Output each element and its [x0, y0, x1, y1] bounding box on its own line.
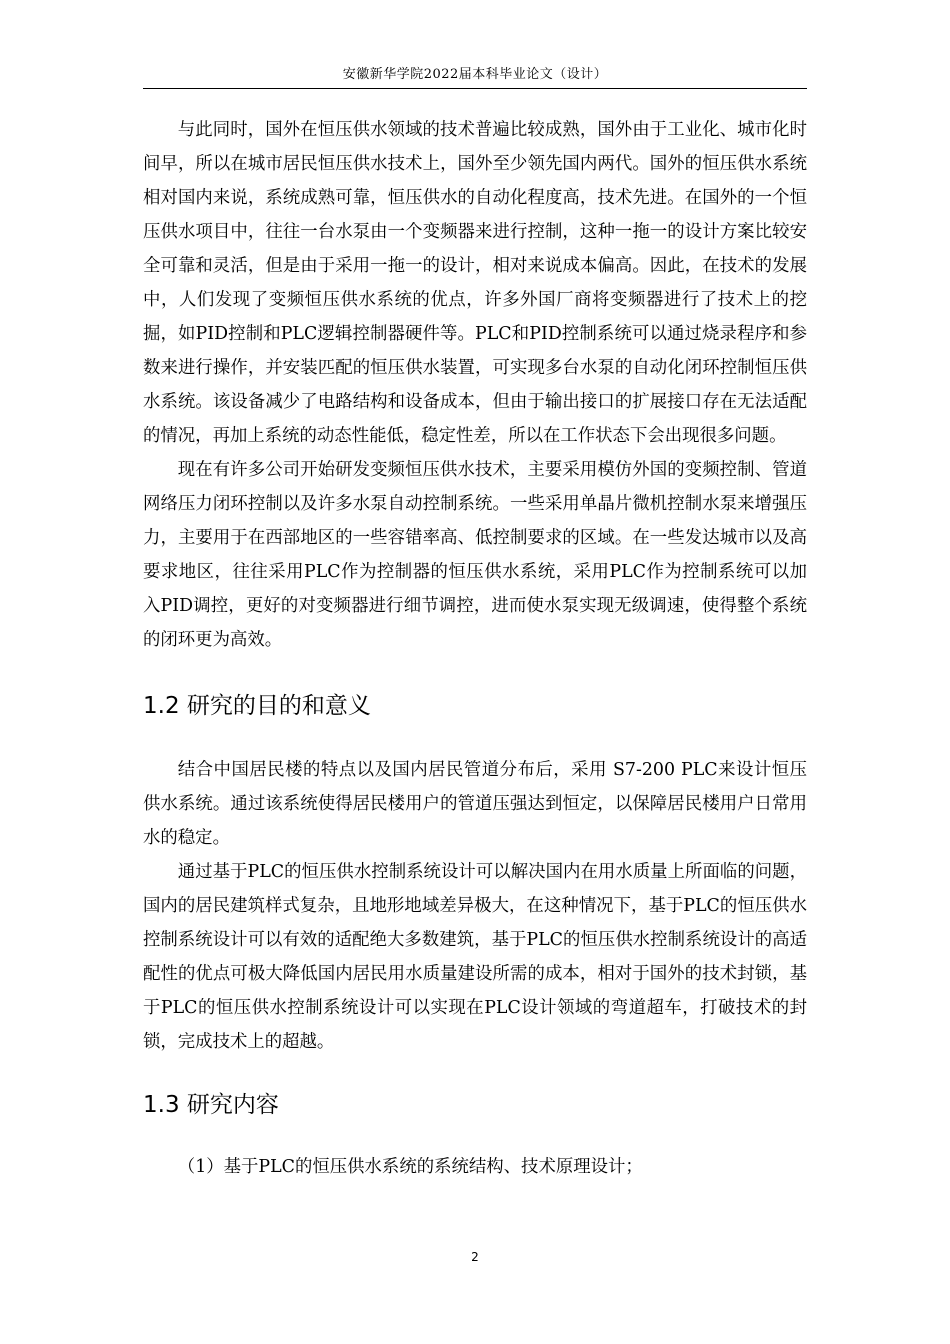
section-heading-1-3: 1.3 研究内容 [143, 1092, 279, 1118]
page-number: 2 [471, 1250, 479, 1264]
header-rule [143, 88, 807, 89]
list-item-research-content-1: （1）基于PLC的恒压供水系统的系统结构、技术原理设计； [177, 1157, 643, 1177]
document-body [143, 113, 807, 1184]
section-heading-1-2: 1.2 研究的目的和意义 [143, 693, 371, 719]
paragraph-significance: 通过基于PLC的恒压供水控制系统设计可以解决国内在用水质量上所面临的问题，国内的居民建筑样式复杂，且地形地域差异极大，在这种情况下，基于PLC的恒压供水控制系统设计可以有效的适配绝大多数建筑，基于PLC的恒压供水控制系统设计的高适配性的优点可极大降低国内居民用水质量建设所需的成本，相对于国外的技术封锁，基于PLC的恒压供水控制系统设计可以实现在PLC设计领域的弯道超车，打破技术的封锁，完成技术上的超越。 [143, 862, 807, 1052]
page-header-title: 安徽新华学院2022届本科毕业论文（设计） [342, 67, 608, 82]
paragraph-domestic-development: 现在有许多公司开始研发变频恒压供水技术，主要采用模仿外国的变频控制、管道网络压力闭环控制以及许多水泵自动控制系统。一些采用单晶片微机控制水泵来增强压力，主要用于在西部地区的一些容错率高、低控制要求的区域。在一些发达城市以及高要求地区，往往采用PLC作为控制器的恒压供水系统，采用PLC作为控制系统可以加入PID调控，更好的对变频器进行细节调控，进而使水泵实现无级调速，使得整个系统的闭环更为高效。 [143, 460, 807, 650]
paragraph-purpose: 结合中国居民楼的特点以及国内居民管道分布后，采用 S7-200 PLC来设计恒压供水系统。通过该系统使得居民楼用户的管道压强达到恒定，以保障居民楼用户日常用水的稳定。 [143, 760, 807, 848]
paragraph-foreign-development: 与此同时，国外在恒压供水领域的技术普遍比较成熟，国外由于工业化、城市化时间早，所以在城市居民恒压供水技术上，国外至少领先国内两代。国外的恒压供水系统相对国内来说，系统成熟可靠，恒压供水的自动化程度高，技术先进。在国外的一个恒压供水项目中，往往一台水泵由一个变频器来进行控制，这种一拖一的设计方案比较安全可靠和灵活，但是由于采用一拖一的设计，相对来说成本偏高。因此，在技术的发展中，人们发现了变频恒压供水系统的优点，许多外国厂商将变频器进行了技术上的挖掘，如PID控制和PLC逻辑控制器硬件等。PLC和PID控制系统可以通过烧录程序和参数来进行操作，并安装匹配的恒压供水装置，可实现多台水泵的自动化闭环控制恒压供水系统。该设备减少了电路结构和设备成本，但由于输出接口的扩展接口存在无法适配的情况，再加上系统的动态性能低，稳定性差，所以在工作状态下会出现很多问题。 [143, 120, 807, 446]
